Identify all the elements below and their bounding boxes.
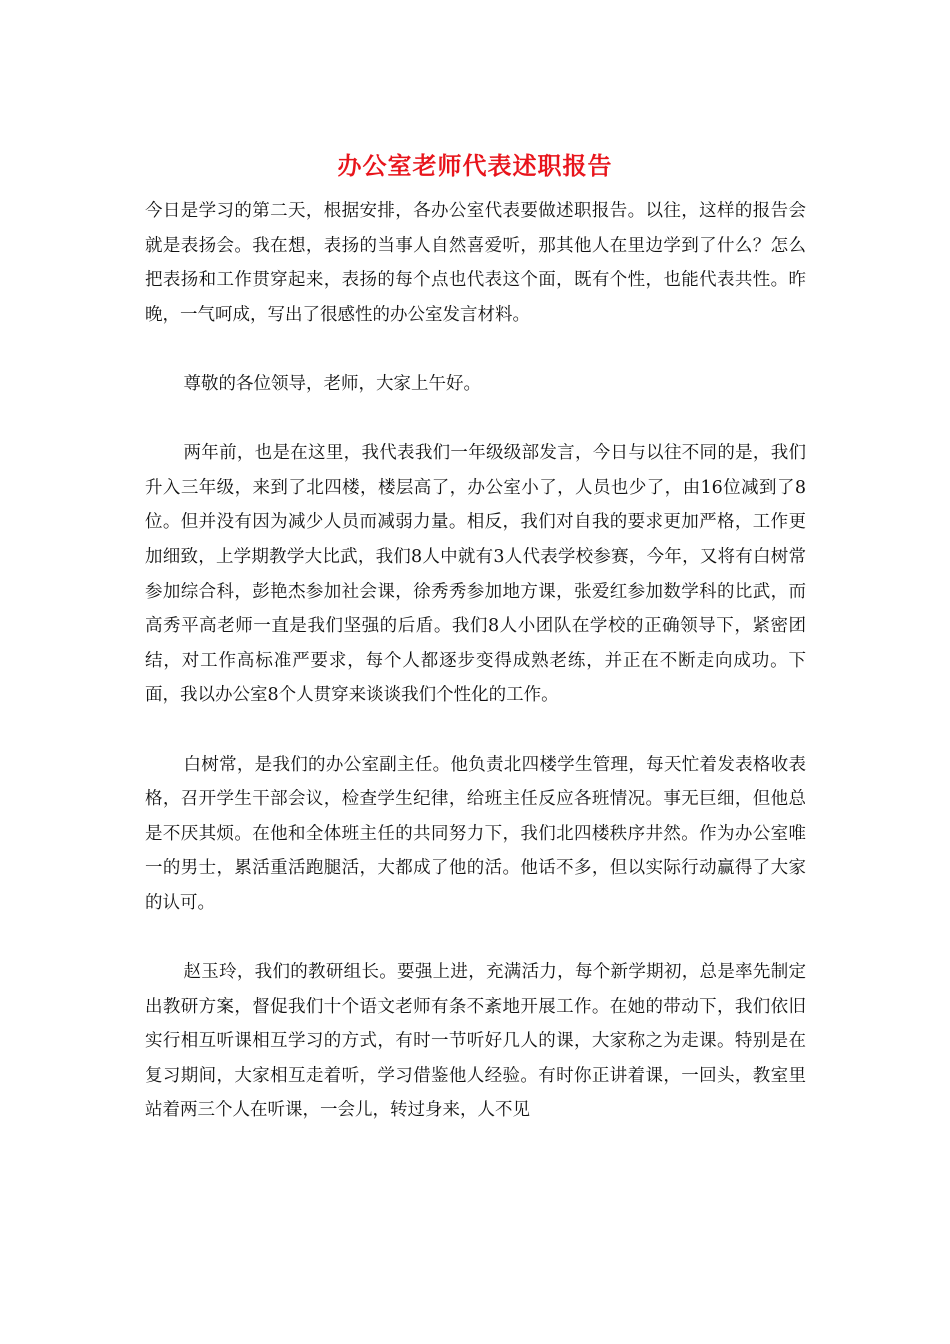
paragraph-greeting: 尊敬的各位领导，老师，大家上午好。 — [183, 373, 481, 394]
paragraph-intro: 今日是学习的第二天，根据安排，各办公室代表要做述职报告。以往，这样的报告会就是表扬会。我在想，表扬的当事人自然喜爱听，那其他人在里边学到了什么？怎么把表扬和工作贯穿起来，表扬的每个点也代表这个面，既有个性，也能代表共性。昨晚，一气呵成，写出了很感性的办公室发言材料。 — [145, 201, 806, 325]
paragraph-zhao-yuling: 赵玉玲，我们的教研组长。要强上进，充满活力，每个新学期初，总是率先制定出教研方案，督促我们十个语文老师有条不紊地开展工作。在她的带动下，我们依旧实行相互听课相互学习的方式，有时一节听好几人的课，大家称之为走课。特别是在复习期间，大家相互走着听，学习借鉴他人经验。有时你正讲着课，一回头，教室里站着两三个人在听课，一会儿，转过身来，人不见 — [145, 962, 806, 1121]
paragraph-office-overview: 两年前，也是在这里，我代表我们一年级级部发言，今日与以往不同的是，我们升入三年级，来到了北四楼，楼层高了，办公室小了，人员也少了，由16位减到了8位。但并没有因为减少人员而减弱力量。相反，我们对自我的要求更加严格，工作更加细致，上学期教学大比武，我们8人中就有3人代表学校参赛，今年，又将有白树常参加综合科，彭艳杰参加社会课，徐秀秀参加地方课，张爱红参加数学科的比武，而高秀平高老师一直是我们坚强的后盾。我们8人小团队在学校的正确领导下，紧密团结，对工作高标准严要求，每个人都逐步变得成熟老练，并正在不断走向成功。下面，我以办公室8个人贯穿来谈谈我们个性化的工作。 — [145, 443, 806, 706]
document-title: 办公室老师代表述职报告 — [337, 151, 613, 180]
paragraph-bai-shuchang: 白树常，是我们的办公室副主任。他负责北四楼学生管理，每天忙着发表格收表格，召开学生干部会议，检查学生纪律，给班主任反应各班情况。事无巨细，但他总是不厌其烦。在他和全体班主任的共同努力下，我们北四楼秩序井然。作为办公室唯一的男士，累活重活跑腿活，大都成了他的活。他话不多，但以实际行动赢得了大家的认可。 — [145, 754, 806, 913]
document-body — [145, 194, 806, 1128]
